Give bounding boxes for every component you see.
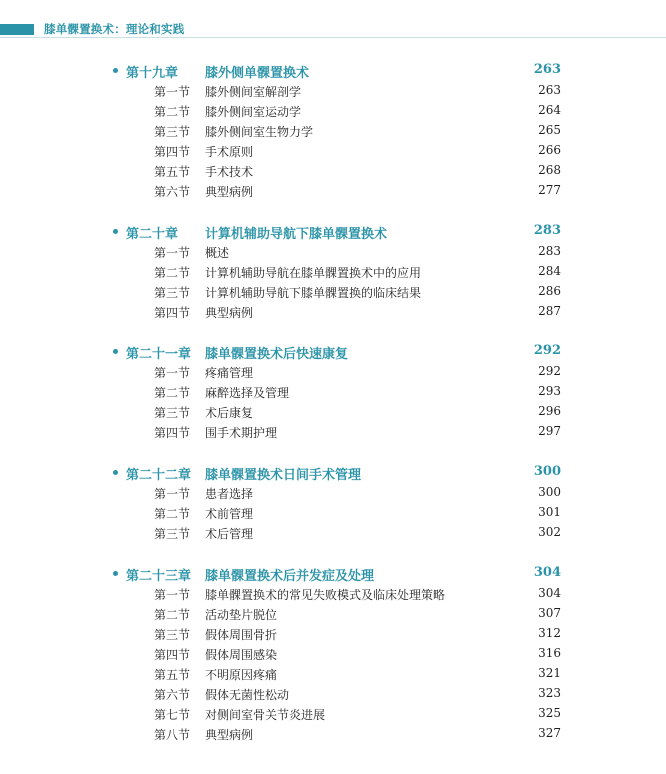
section-number: 第四节 [154,426,191,440]
section-number: 第三节 [154,527,191,541]
bullet-dot-icon [113,349,118,354]
toc-section-entry[interactable] [0,82,666,102]
section-page-number: 312 [538,626,561,640]
toc-section-entry[interactable] [0,263,666,283]
section-page-number: 321 [538,666,561,680]
section-number: 第五节 [154,668,191,682]
toc-section-entry[interactable] [0,363,666,383]
chapter-number: 第二十一章 [126,347,192,362]
section-number: 第四节 [154,306,191,320]
section-page-number: 325 [538,706,561,720]
section-title: 不明原因疼痛 [205,668,278,682]
section-title: 围手术期护理 [205,426,278,440]
section-number: 第一节 [154,85,191,99]
toc-section-entry[interactable] [0,383,666,403]
toc-section-entry[interactable] [0,142,666,162]
section-number: 第三节 [154,286,191,300]
section-page-number: 301 [538,505,561,519]
toc-section-entry[interactable] [0,283,666,303]
section-page-number: 268 [538,163,561,177]
section-number: 第二节 [154,608,191,622]
section-number: 第六节 [154,688,191,702]
chapter-page-number: 263 [533,62,561,77]
section-title: 假体无菌性松动 [205,688,290,702]
toc-section-entry[interactable] [0,524,666,544]
section-page-number: 266 [538,143,561,157]
section-title: 计算机辅助导航下膝单髁置换的临床结果 [205,286,422,300]
toc-chapter-heading[interactable] [0,343,666,363]
section-title: 术后管理 [205,527,254,541]
toc-section-entry[interactable] [0,303,666,323]
section-number: 第一节 [154,588,191,602]
chapter-page-number: 292 [533,343,561,358]
section-page-number: 265 [538,123,561,137]
toc-section-entry[interactable] [0,102,666,122]
toc-section-entry[interactable] [0,423,666,443]
section-page-number: 283 [538,244,561,258]
section-title: 手术技术 [205,165,254,179]
section-number: 第四节 [154,145,191,159]
section-page-number: 287 [538,304,561,318]
chapter-number: 第二十三章 [126,569,192,584]
toc-section-entry[interactable] [0,182,666,202]
section-page-number: 302 [538,525,561,539]
toc-section-entry[interactable] [0,725,666,745]
toc-section-entry[interactable] [0,685,666,705]
section-title: 计算机辅助导航在膝单髁置换术中的应用 [205,266,422,280]
section-number: 第二节 [154,507,191,521]
section-page-number: 292 [538,364,561,378]
toc-section-entry[interactable] [0,645,666,665]
section-page-number: 304 [538,586,561,600]
toc-chapter-heading[interactable] [0,565,666,585]
toc-chapter [0,223,666,323]
section-page-number: 286 [538,284,561,298]
toc-chapter-heading[interactable] [0,62,666,82]
section-number: 第一节 [154,487,191,501]
section-number: 第三节 [154,628,191,642]
toc-chapter [0,343,666,443]
section-title: 典型病例 [205,306,254,320]
toc-section-entry[interactable] [0,665,666,685]
chapter-page-number: 283 [533,223,561,238]
section-title: 假体周围骨折 [205,628,278,642]
section-number: 第四节 [154,648,191,662]
section-number: 第二节 [154,386,191,400]
section-title: 术后康复 [205,406,254,420]
section-number: 第一节 [154,246,191,260]
running-header-title: 膝单髁置换术：理论和实践 [44,22,185,36]
section-number: 第八节 [154,728,191,742]
section-page-number: 307 [538,606,561,620]
bullet-dot-icon [113,470,118,475]
section-number: 第七节 [154,708,191,722]
toc-chapter [0,565,666,745]
toc-chapter [0,62,666,202]
toc-section-entry[interactable] [0,605,666,625]
chapter-title: 膝单髁置换术后快速康复 [205,347,349,362]
toc-section-entry[interactable] [0,122,666,142]
bullet-dot-icon [113,571,118,576]
section-page-number: 327 [538,726,561,740]
section-page-number: 263 [538,83,561,97]
section-title: 膝外侧间室运动学 [205,105,302,119]
bullet-dot-icon [113,68,118,73]
toc-section-entry[interactable] [0,162,666,182]
chapter-page-number: 304 [533,565,561,580]
bullet-dot-icon [113,229,118,234]
section-title: 膝外侧间室解剖学 [205,85,302,99]
section-title: 膝外侧间室生物力学 [205,125,314,139]
chapter-title: 计算机辅助导航下膝单髁置换术 [205,227,388,242]
chapter-title: 膝单髁置换术日间手术管理 [205,468,362,483]
section-title: 术前管理 [205,507,254,521]
section-title: 麻醉选择及管理 [205,386,290,400]
section-page-number: 284 [538,264,561,278]
header-divider [0,37,666,38]
toc-chapter [0,464,666,544]
section-page-number: 323 [538,686,561,700]
section-title: 概述 [205,246,230,260]
toc-section-entry[interactable] [0,504,666,524]
toc-section-entry[interactable] [0,484,666,504]
section-title: 疼痛管理 [205,366,254,380]
chapter-number: 第二十二章 [126,468,192,483]
section-page-number: 297 [538,424,561,438]
chapter-number: 第二十章 [126,227,179,242]
chapter-title: 膝外侧单髁置换术 [205,66,310,81]
toc-section-entry[interactable] [0,585,666,605]
section-title: 典型病例 [205,728,254,742]
section-title: 膝单髁置换术的常见失败模式及临床处理策略 [205,588,446,602]
section-number: 第三节 [154,125,191,139]
section-number: 第二节 [154,105,191,119]
header-accent-bar [0,24,34,35]
section-page-number: 300 [538,485,561,499]
section-page-number: 296 [538,404,561,418]
section-title: 活动垫片脱位 [205,608,278,622]
section-page-number: 316 [538,646,561,660]
toc-chapter-heading[interactable] [0,464,666,484]
toc-chapter-heading[interactable] [0,223,666,243]
toc-section-entry[interactable] [0,403,666,423]
section-page-number: 277 [538,183,561,197]
section-number: 第二节 [154,266,191,280]
section-title: 患者选择 [205,487,254,501]
chapter-page-number: 300 [533,464,561,479]
section-page-number: 264 [538,103,561,117]
section-title: 典型病例 [205,185,254,199]
section-number: 第三节 [154,406,191,420]
section-title: 对侧间室骨关节炎进展 [205,708,326,722]
section-title: 假体周围感染 [205,648,278,662]
section-number: 第一节 [154,366,191,380]
toc-section-entry[interactable] [0,625,666,645]
toc-section-entry[interactable] [0,243,666,263]
section-number: 第五节 [154,165,191,179]
section-title: 手术原则 [205,145,254,159]
section-page-number: 293 [538,384,561,398]
chapter-title: 膝单髁置换术后并发症及处理 [205,569,375,584]
chapter-number: 第十九章 [126,66,179,81]
section-number: 第六节 [154,185,191,199]
toc-section-entry[interactable] [0,705,666,725]
